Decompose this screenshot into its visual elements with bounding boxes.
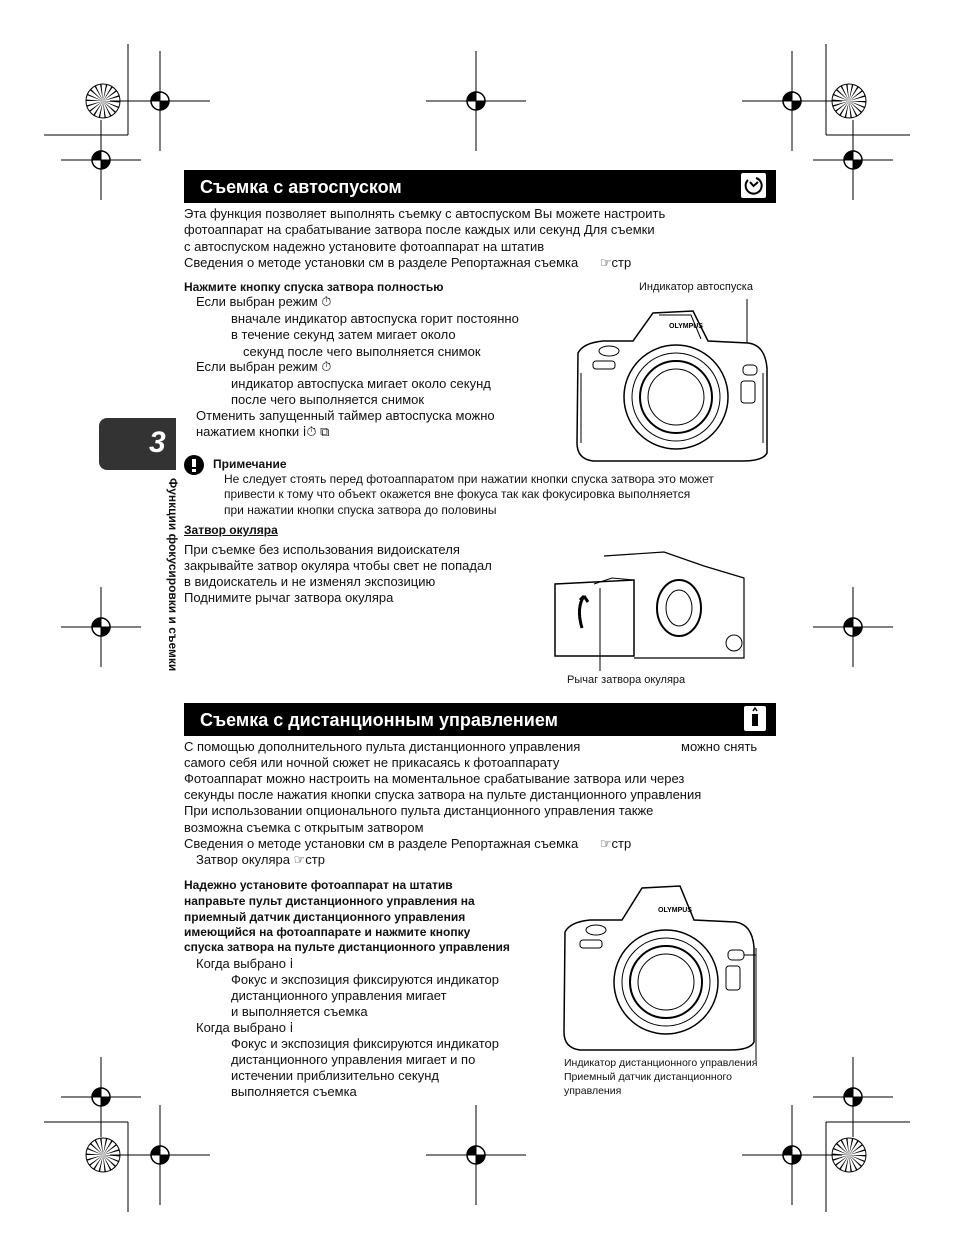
- intro-line: Эта функция позволяет выполнять съемку с автоспуском Вы можете настроить: [184, 206, 666, 221]
- remote-intro: секунды после нажатия кнопки спуска затвора на пульте дистанционного управления: [184, 787, 702, 802]
- remote-step: имеющийся на фотоаппарате и нажмите кнопку: [184, 925, 471, 939]
- camera-label: Приемный датчик дистанционного: [564, 1071, 732, 1083]
- intro-line: Сведения о методе установки см в разделе Репортажная съемка ☞стр: [184, 255, 632, 270]
- when-a-desc: дистанционного управления мигает: [231, 988, 447, 1003]
- when-b-desc: Фокус и экспозиция фиксируются индикатор: [231, 1036, 499, 1051]
- mode-a-desc: секунд после чего выполняется снимок: [243, 344, 481, 359]
- self-timer-icon: ⏱: [321, 294, 332, 309]
- ref-suffix: стр: [611, 255, 632, 270]
- section-title: Съемка с автоспуском: [200, 177, 402, 197]
- shutter-ref: Затвор окуляра ☞стр: [196, 852, 325, 867]
- warning-icon: [184, 455, 204, 475]
- when-b-desc: дистанционного управления мигает и по: [231, 1052, 476, 1067]
- section-title: Съемка с дистанционным управлением: [200, 710, 558, 730]
- section-remote-header: [184, 703, 776, 736]
- drive-mode-icons: ⅰ⏱ ⧉: [302, 424, 330, 439]
- camera-front-illustration: [573, 293, 773, 463]
- reference-icon: ☞: [599, 255, 612, 270]
- remote-control-icon: [744, 706, 766, 731]
- step-title: Нажмите кнопку спуска затвора полностью: [184, 280, 444, 294]
- chapter-title-vertical: Функции фокусировки и съемки: [166, 478, 180, 672]
- when-b-desc: выполняется съемка: [231, 1084, 357, 1099]
- when-b-label: Когда выбрано ⅰ: [196, 1020, 294, 1035]
- mode-b-label: Если выбран режим ⏱: [196, 359, 332, 374]
- reference-icon: ☞: [293, 852, 306, 867]
- remote-intro: самого себя или ночной сюжет не прикасаясь к фотоаппарату: [184, 755, 560, 770]
- camera-front-illustration: [560, 882, 760, 1052]
- mode-a-desc: вначале индикатор автоспуска горит постоянно: [231, 311, 519, 326]
- intro-line: фотоаппарат на срабатывание затвора после каждых или секунд Для съемки: [184, 222, 655, 237]
- remote-step: спуска затвора на пульте дистанционного управления: [184, 940, 510, 954]
- cancel-text: нажатием кнопки ⅰ⏱ ⧉: [196, 424, 330, 439]
- remote-step: приемный датчик дистанционного управления: [184, 910, 466, 924]
- intro-line: с автоспуском надежно установите фотоаппарат на штатив: [184, 239, 545, 254]
- remote-intro: С помощью дополнительного пульта дистанционного управления: [184, 739, 581, 754]
- mode-b-desc: после чего выполняется снимок: [231, 392, 425, 407]
- mode-b-desc: индикатор автоспуска мигает около секунд: [231, 376, 491, 391]
- eyepiece-line: Поднимите рычаг затвора окуляра: [184, 590, 394, 605]
- when-a-label: Когда выбрано ⅰ: [196, 956, 294, 971]
- remote-control-icon: ⅰ: [289, 956, 294, 971]
- self-timer-icon: ⏱: [321, 359, 332, 374]
- remote-control-icon: ⅰ: [289, 1020, 294, 1035]
- note-title: Примечание: [213, 457, 287, 471]
- brand-logo: OLYMPUS: [669, 323, 703, 330]
- section-autotimer-header: [184, 170, 776, 203]
- remote-intro: Сведения о методе установки см в разделе Репортажная съемка ☞стр: [184, 836, 632, 851]
- chapter-number: 3: [149, 426, 166, 459]
- when-b-desc: истечении приблизительно секунд: [231, 1068, 439, 1083]
- eyepiece-caption: Рычаг затвора окуляра: [567, 674, 686, 686]
- cancel-text: Отменить запущенный таймер автоспуска можно: [196, 408, 495, 423]
- camera-label: Индикатор дистанционного управления: [564, 1057, 758, 1069]
- note-line: Не следует стоять перед фотоаппаратом при нажатии кнопки спуска затвора это может: [224, 472, 714, 486]
- remote-intro: Фотоаппарат можно настроить на моментальное срабатывание затвора или через: [184, 771, 685, 786]
- brand-logo: OLYMPUS: [658, 907, 692, 914]
- remote-intro: возможна съемка с открытым затвором: [184, 820, 424, 835]
- note-line: при нажатии кнопки спуска затвора до половины: [224, 503, 497, 517]
- eyepiece-line: закрывайте затвор окуляра чтобы свет не попадал: [184, 558, 492, 573]
- self-timer-icon: [741, 173, 766, 198]
- eyepiece-line: При съемке без использования видоискателя: [184, 542, 460, 557]
- when-a-desc: и выполняется съемка: [231, 1004, 368, 1019]
- remote-intro: можно снять: [681, 739, 758, 754]
- chapter-tab: [99, 418, 176, 470]
- eyepiece-title: Затвор окуляра: [184, 523, 278, 537]
- when-a-desc: Фокус и экспозиция фиксируются индикатор: [231, 972, 499, 987]
- mode-a-desc: в течение секунд затем мигает около: [231, 327, 456, 342]
- remote-intro: При использовании опционального пульта дистанционного управления также: [184, 803, 654, 818]
- note-line: привести к тому что объект окажется вне фокуса так как фокусировка выполняется: [224, 487, 691, 501]
- remote-step: направьте пульт дистанционного управления на: [184, 894, 475, 908]
- reference-icon: ☞: [599, 836, 612, 851]
- eyepiece-illustration: [554, 548, 754, 663]
- eyepiece-line: в видоискатель и не изменял экспозицию: [184, 574, 436, 589]
- mode-a-label: Если выбран режим ⏱: [196, 294, 332, 309]
- camera-label: управления: [564, 1085, 622, 1097]
- camera-label: Индикатор автоспуска: [639, 281, 753, 293]
- remote-step: Надежно установите фотоаппарат на штатив: [184, 878, 453, 892]
